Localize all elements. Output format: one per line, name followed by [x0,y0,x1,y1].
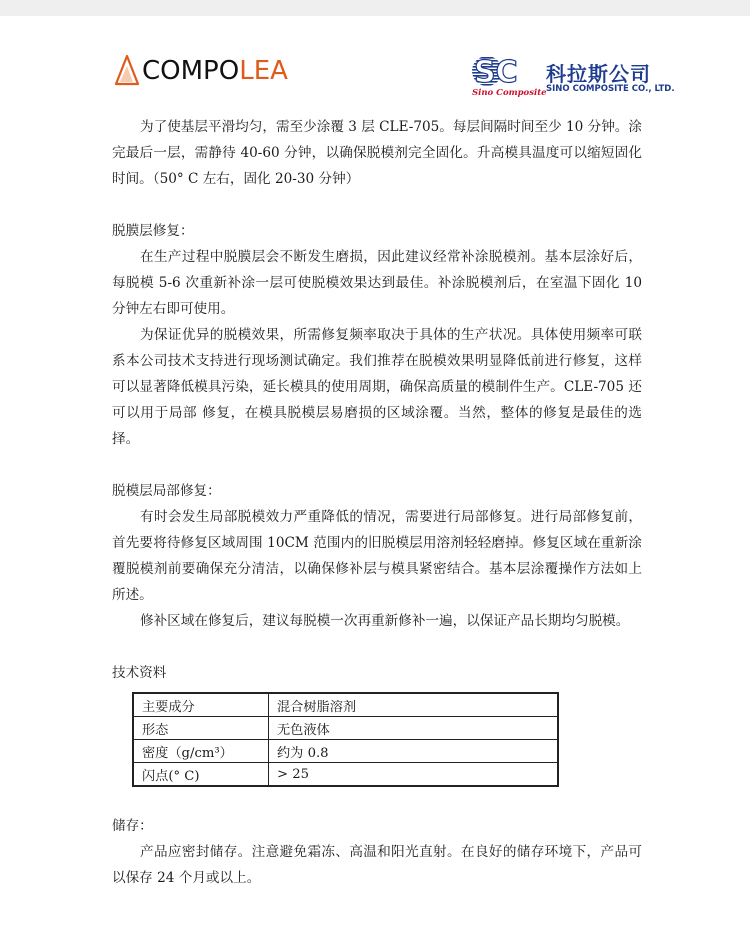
table-cell-value: > 25 [269,763,559,787]
top-margin-bar [0,0,750,16]
storage-paragraph: 产品应密封储存。注意避免霜冻、高温和阳光直射。在良好的储存环境下，产品可以保存 24 个月或以上。 [112,844,642,886]
table-cell-value: 无色液体 [269,717,559,740]
section-title-tech-data: 技术资料 [112,665,167,681]
table-row [133,763,558,787]
table-cell-value: 混合树脂溶剂 [269,693,559,717]
table-cell-value: 约为 0.8 [269,740,559,763]
sino-composite-logo [470,54,675,100]
table-row [133,717,558,740]
logo-name-cn: 科拉斯公司 [546,62,651,86]
table-row [133,693,558,717]
sc-globe-logo-icon [470,54,540,88]
table-cell-key: 形态 [133,717,269,740]
triangle-logo-icon [114,54,140,88]
svg-text:SC: SC [474,55,518,88]
local-repair-paragraph-2: 修补区域在修复后，建议每脱模一次再重新修补一遍，以保证产品长期均匀脱模。 [140,613,630,629]
intro-paragraph: 为了使基层平滑均匀，需至少涂覆 3 层 CLE-705。每层间隔时间至少 10 分钟。涂完最后一层，需静待 40-60 分钟，以确保脱模剂完全固化。升高模具温度可以缩短固化时间。（50° C 左右，固化 20-30 分钟） [112,119,642,187]
logo-text-accent: LEA [239,56,288,86]
section-title-local-repair: 脱模层局部修复： [112,483,221,499]
table-cell-key: 主要成分 [133,693,269,717]
logo-name-en: SINO COMPOSITE CO., LTD. [546,84,675,94]
logo-tagline: Sino Composite [472,88,547,98]
tech-data-table [132,692,559,787]
logo-text-main: COMPO [142,56,240,86]
section-title-storage: 储存： [112,818,153,834]
section-title-film-repair: 脱膜层修复： [112,223,194,239]
document-body [112,114,642,891]
local-repair-paragraph-1: 有时会发生局部脱模效力严重降低的情况，需要进行局部修复。进行局部修复前，首先要将待修复区域周围 10CM 范围内的旧脱模层用溶剂轻轻磨掉。修复区域在重新涂覆脱模剂前要确保充分清洁，以确保修补层与模具紧密结合。基本层涂覆操作方法如上所述。 [112,509,642,603]
table-cell-key: 闪点(° C) [133,763,269,787]
film-repair-paragraph-2: 为保证优异的脱模效果，所需修复频率取决于具体的生产状况。具体使用频率可联系本公司技术支持进行现场测试确定。我们推荐在脱模效果明显降低前进行修复，这样可以显著降低模具污染，延长模具的使用周期，确保高质量的模制件生产。CLE-705 还可以用于局部 修复，在模具脱模层易磨损的区域涂覆。当然，整体的修复是最佳的选择。 [112,327,642,447]
table-cell-key: 密度（g/cm³） [133,740,269,763]
compolea-logo [114,52,288,90]
table-row [133,740,558,763]
film-repair-paragraph-1: 在生产过程中脱膜层会不断发生磨损，因此建议经常补涂脱模剂。基本层涂好后，每脱模 5-6 次重新补涂一层可使脱模效果达到最佳。补涂脱模剂后，在室温下固化 10 分钟左右即可使用。 [112,249,642,317]
